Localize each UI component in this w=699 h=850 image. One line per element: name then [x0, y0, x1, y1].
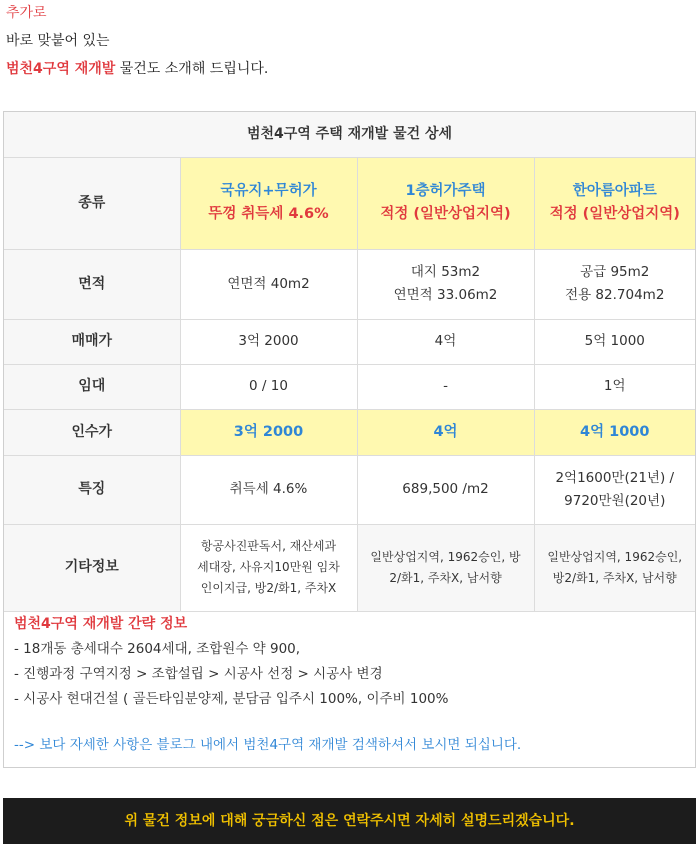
area-cell-3: [534, 249, 695, 319]
type-3-name: 한아름아파트: [572, 183, 657, 199]
lease-cell-1: 0 / 10: [180, 364, 357, 409]
table-row-lease: [4, 364, 695, 409]
price-cell-3: 5억 1000: [534, 319, 695, 364]
type-1-note: 뚜껑 취득세 4.6%: [208, 206, 329, 222]
feature-cell-3: [534, 455, 695, 524]
area-3-supply: 공급 95m2: [580, 264, 650, 280]
lease-cell-2: -: [357, 364, 534, 409]
etc-3-line2: 방2/화1, 주차X, 남서향: [552, 570, 677, 585]
intro-line-additional: 추가로: [6, 5, 47, 21]
type-2-name: 1층허가주택: [405, 183, 486, 199]
acquisition-cell-2: 4억: [357, 409, 534, 455]
type-cell-2: [357, 157, 534, 249]
type-cell-1: [180, 157, 357, 249]
row-label-feature: 특징: [4, 455, 180, 524]
table-row-type: [4, 157, 695, 249]
area-2-land: 대지 53m2: [410, 264, 481, 280]
row-label-etc: 기타정보: [4, 524, 180, 611]
acquisition-cell-3: 4억 1000: [534, 409, 695, 455]
lease-cell-3: 1억: [534, 364, 695, 409]
table-title-row: [4, 112, 695, 157]
area-cell-2: [357, 249, 534, 319]
summary-blog-link[interactable]: --> 보다 자세한 사항은 블로그 내에서 범천4구역 재개발 검색하셔서 보시면 되십니다.: [14, 737, 522, 753]
property-detail-table: [4, 112, 695, 612]
property-detail-box: [3, 111, 696, 768]
summary-title: 범천4구역 재개발 간략 정보: [14, 616, 188, 632]
type-1-name: 국유지+무허가: [220, 183, 317, 199]
price-cell-1: 3억 2000: [180, 319, 357, 364]
intro-highlight: 범천4구역 재개발: [6, 61, 116, 77]
feature-3-2020: 9720만원(20년): [564, 492, 666, 509]
type-cell-3: [534, 157, 695, 249]
etc-1-line2: 세대장, 사유지10만원 임차: [197, 560, 340, 574]
summary-line-households: - 18개동 총세대수 2604세대, 조합원수 약 900,: [14, 641, 301, 657]
etc-1-line1: 항공사진판독서, 재산세과: [200, 539, 337, 553]
area-3-exclusive: 전용 82.704m2: [565, 287, 665, 303]
etc-2-line2: 2/화1, 주차X, 남서향: [389, 570, 502, 585]
etc-cell-1: [180, 524, 357, 611]
row-label-area: 면적: [4, 249, 180, 319]
feature-cell-2: 689,500 /m2: [357, 455, 534, 524]
intro-line-adjacent: 바로 맞붙어 있는: [6, 33, 110, 49]
summary-line-progress: - 진행과정 구역지정 > 조합설립 > 시공사 선정 > 시공사 변경: [14, 666, 383, 682]
table-row-acquisition: [4, 409, 695, 455]
type-3-note: 적정 (일반상업지역): [549, 206, 680, 222]
table-row-price: [4, 319, 695, 364]
type-2-note: 적정 (일반상업지역): [380, 206, 511, 222]
feature-3-2021: 2억1600만(21년) /: [555, 469, 675, 486]
table-row-feature: [4, 455, 695, 524]
row-label-price: 매매가: [4, 319, 180, 364]
row-label-acquisition: 인수가: [4, 409, 180, 455]
etc-1-line3: 인이지급, 방2/화1, 주차X: [200, 581, 337, 595]
table-row-etc: [4, 524, 695, 611]
table-row-area: [4, 249, 695, 319]
etc-3-line1: 일반상업지역, 1962승인,: [547, 549, 683, 564]
etc-2-line1: 일반상업지역, 1962승인, 방: [370, 549, 521, 564]
row-label-type: 종류: [4, 157, 180, 249]
intro-line-introduce: [6, 56, 268, 82]
table-title: 범천4구역 주택 재개발 물건 상세: [4, 112, 695, 157]
etc-cell-3: [534, 524, 695, 611]
area-2-floor: 연면적 33.06m2: [393, 287, 498, 303]
summary-line-builder: - 시공사 현대건설 ( 골든타임분양제, 분담금 입주시 100%, 이주비 100%: [14, 691, 449, 707]
price-cell-2: 4억: [357, 319, 534, 364]
row-label-lease: 임대: [4, 364, 180, 409]
acquisition-cell-1: 3억 2000: [180, 409, 357, 455]
intro-rest: 물건도 소개해 드립니다.: [115, 61, 269, 77]
area-cell-1: 연면적 40m2: [180, 249, 357, 319]
contact-footer-bar: 위 물건 정보에 대해 궁금하신 점은 연락주시면 자세히 설명드리겠습니다.: [3, 798, 696, 844]
etc-cell-2: [357, 524, 534, 611]
feature-cell-1: 취득세 4.6%: [180, 455, 357, 524]
